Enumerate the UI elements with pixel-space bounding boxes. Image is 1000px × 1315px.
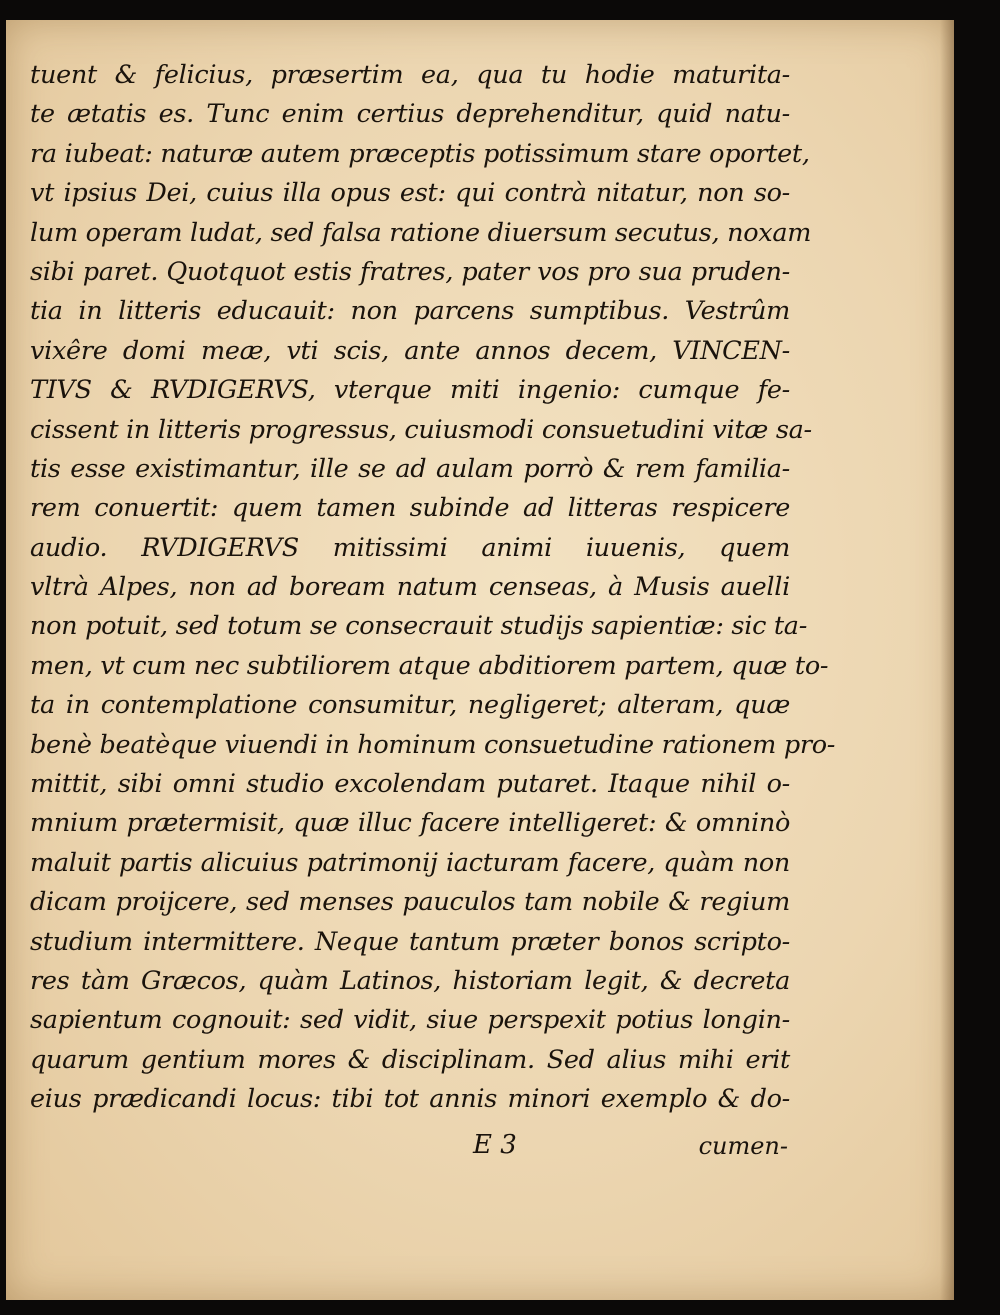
text-line: mittit, sibi omni studio excolendam putaret. Itaque nihil o- bbox=[30, 769, 790, 800]
text-line: tis esse existimantur, ille se ad aulam porrò & rem familia- bbox=[30, 453, 790, 484]
text-line: ta in contemplatione consumitur, negligeret; alteram, quæ bbox=[30, 690, 790, 721]
text-line: lum operam ludat, sed falsa ratione diuersum secutus, noxam bbox=[30, 217, 812, 248]
text-line: eius prædicandi locus: tibi tot annis minori exemplo & do- bbox=[30, 1084, 790, 1115]
text-line: vltrà Alpes, non ad boream natum censeas, à Musis auelli bbox=[30, 572, 790, 603]
text-line: rem conuertit: quem tamen subinde ad litteras respicere bbox=[30, 493, 790, 524]
text-line: maluit partis alicuius patrimonij iacturam facere, quàm non bbox=[30, 847, 790, 878]
text-line: sibi paret. Quotquot estis fratres, pater vos pro sua pruden- bbox=[30, 256, 790, 287]
text-line: tia in litteris educauit: non parcens sumptibus. Vestrûm bbox=[30, 296, 790, 327]
text-line: men, vt cum nec subtiliorem atque abditiorem partem, quæ to- bbox=[30, 650, 829, 681]
text-line: quarum gentium mores & disciplinam. Sed alius mihi erit bbox=[30, 1044, 790, 1075]
text-line: benè beatèque viuendi in hominum consuetudine rationem pro- bbox=[30, 729, 836, 760]
text-line: TIVS & RVDIGERVS, vterque miti ingenio: cumque fe- bbox=[30, 375, 790, 406]
text-line: mnium prætermisit, quæ illuc facere intelligeret: & omninò bbox=[30, 808, 790, 839]
text-line: te ætatis es. Tunc enim certius deprehenditur, quid natu- bbox=[30, 99, 790, 130]
signature-mark: E 3 bbox=[473, 1130, 517, 1160]
catchword: cumen- bbox=[698, 1132, 788, 1160]
body-text bbox=[30, 56, 836, 1120]
text-line: tuent & felicius, præsertim ea, qua tu hodie maturita- bbox=[30, 60, 790, 90]
text-line: dicam proijcere, sed menses pauculos tam nobile & regium bbox=[30, 887, 790, 918]
text-line: sapientum cognouit: sed vidit, siue perspexit potius longin- bbox=[30, 1005, 790, 1036]
text-line: audio. RVDIGERVS mitissimi animi iuuenis, quem bbox=[30, 532, 790, 563]
text-line: non potuit, sed totum se consecrauit studijs sapientiæ: sic ta- bbox=[30, 611, 808, 642]
text-line: ra iubeat: naturæ autem præceptis potissimum stare oportet, bbox=[30, 138, 810, 169]
text-line: vt ipsius Dei, cuius illa opus est: qui contrà nitatur, non so- bbox=[30, 178, 790, 209]
text-line: cissent in litteris progressus, cuiusmodi consuetudini vitæ sa- bbox=[30, 414, 812, 445]
page-edge-shadow bbox=[940, 20, 954, 1300]
text-line: studium intermittere. Neque tantum præter bonos scripto- bbox=[30, 926, 790, 957]
page-footer bbox=[30, 1130, 790, 1170]
text-line: res tàm Græcos, quàm Latinos, historiam legit, & decreta bbox=[30, 965, 790, 996]
book-page bbox=[6, 20, 954, 1300]
text-line: vixêre domi meæ, vti scis, ante annos decem, VINCEN- bbox=[30, 335, 790, 366]
